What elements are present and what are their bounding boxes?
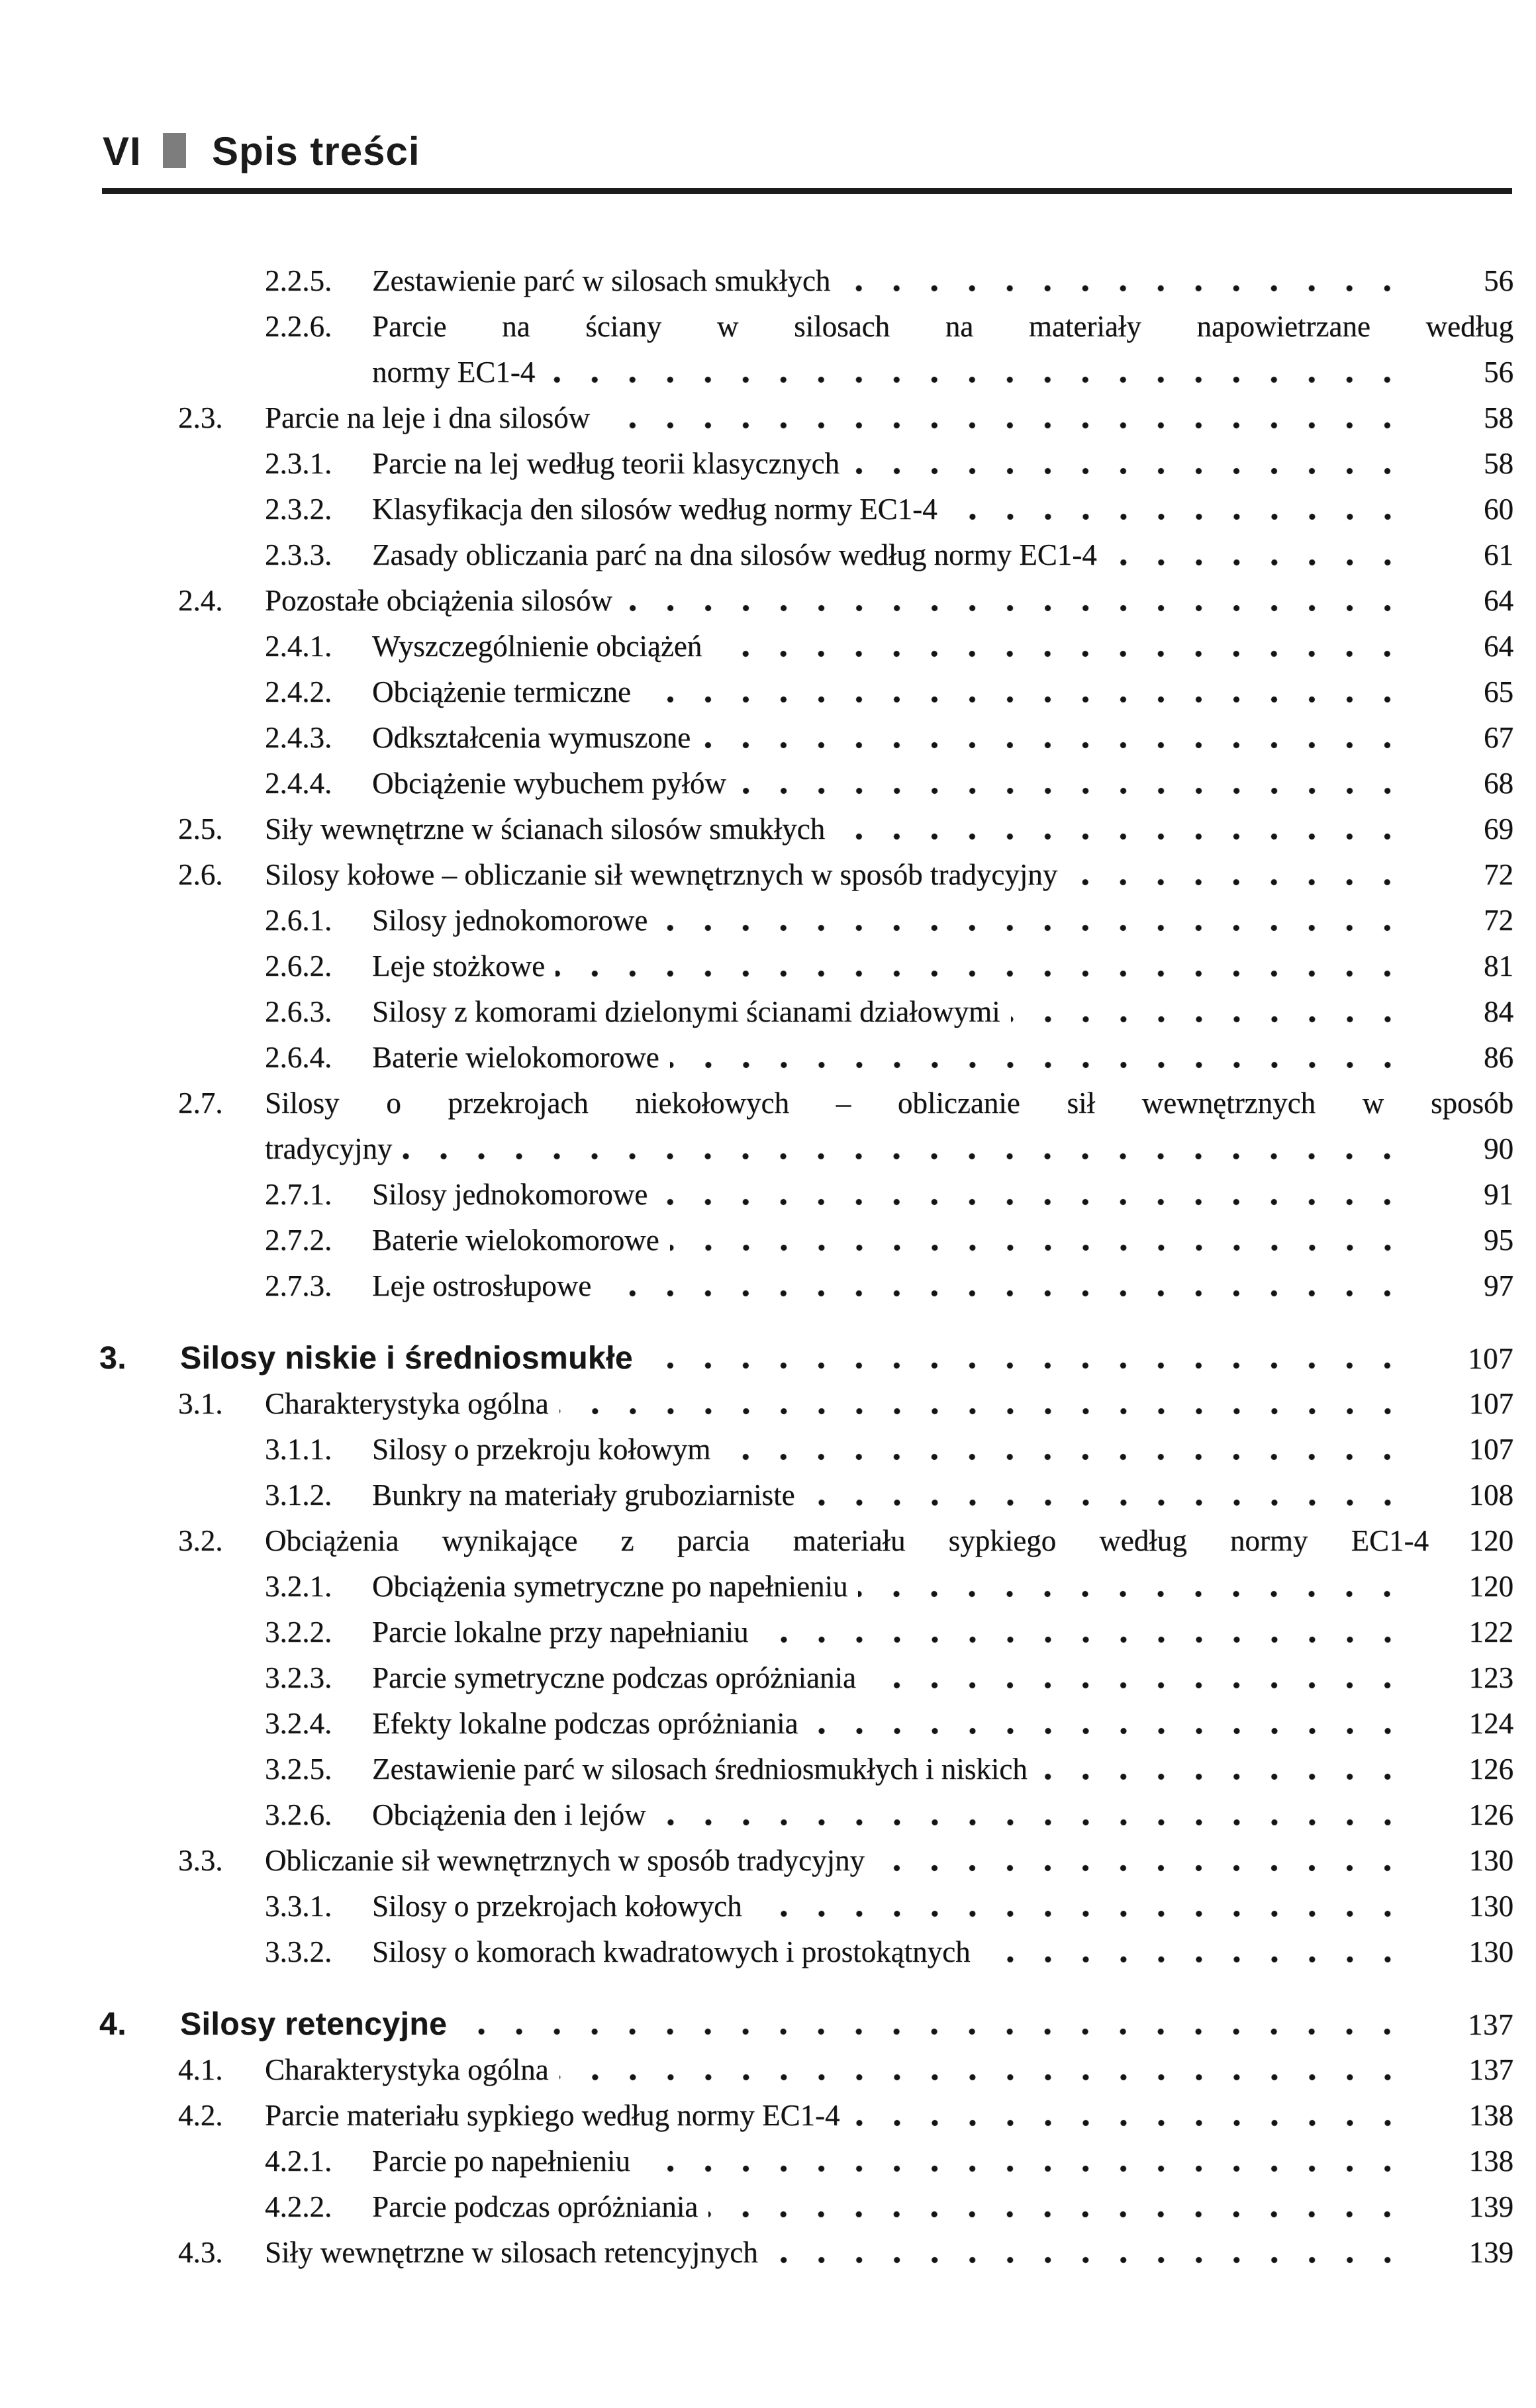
toc-entry-page: 122 <box>1468 1615 1513 1649</box>
toc-list <box>99 258 1513 2276</box>
toc-entry-number: 3.3. <box>178 1844 223 1877</box>
dot-leader <box>948 487 1413 532</box>
toc-entry-page: 123 <box>1468 1661 1513 1694</box>
toc-entry <box>99 1884 1513 1929</box>
toc-entry-page: 138 <box>1468 2144 1513 2178</box>
toc-entry-page: 60 <box>1484 493 1513 526</box>
dot-leader <box>867 1655 1413 1701</box>
toc-entry-page: 120 <box>1468 1570 1513 1603</box>
toc-entry-number: 2.4. <box>178 584 223 617</box>
toc-entry-number: 2.4.1. <box>265 630 332 663</box>
toc-entry-number: 4.2. <box>178 2099 223 2132</box>
dot-leader <box>841 258 1413 304</box>
toc-entry-title: Charakterystyka ogólna <box>265 1387 549 1420</box>
toc-entry-number: 2.6.2. <box>265 949 332 983</box>
toc-entry <box>99 715 1513 761</box>
toc-entry-page: 56 <box>1484 356 1513 389</box>
toc-entry <box>99 943 1513 989</box>
toc-entry <box>99 2184 1513 2230</box>
toc-chapter-entry <box>99 1335 1513 1381</box>
dot-leader <box>981 1929 1413 1975</box>
toc-entry-number: 2.7.3. <box>265 1269 332 1302</box>
toc-entry-title: Klasyfikacja den silosów według normy EC1-4 <box>372 493 937 526</box>
dot-leader <box>851 2093 1413 2139</box>
toc-entry <box>99 304 1513 350</box>
toc-entry-number: 2.4.2. <box>265 675 332 708</box>
toc-entry-number: 2.2.5. <box>265 264 332 297</box>
toc-entry-number: 2.3.3. <box>265 538 332 571</box>
toc-entry <box>99 2093 1513 2139</box>
toc-entry-number: 2.6.1. <box>265 904 332 937</box>
dot-leader <box>753 1884 1413 1929</box>
toc-entry-number: 4.2.2. <box>265 2190 332 2223</box>
dot-leader <box>670 1218 1413 1263</box>
toc-entry <box>99 761 1513 806</box>
dot-leader <box>809 1701 1414 1747</box>
toc-entry-number: 4.1. <box>178 2053 223 2086</box>
toc-entry <box>99 1172 1513 1218</box>
toc-entry-page: 130 <box>1468 1844 1513 1877</box>
toc-chapter-entry <box>99 2001 1513 2047</box>
toc-entry-number: 4.2.1. <box>265 2144 332 2178</box>
toc-entry-page: 84 <box>1484 995 1513 1028</box>
dot-leader <box>1038 1747 1413 1792</box>
header-rule <box>102 188 1512 194</box>
dot-leader <box>658 1172 1413 1218</box>
toc-entry-page: 107 <box>1468 1342 1513 1375</box>
toc-entry-page: 120 <box>1468 1524 1513 1557</box>
toc-entry-title: Silosy jednokomorowe <box>372 904 648 937</box>
toc-entry-title: Parcie po napełnieniu <box>372 2144 630 2178</box>
dot-leader <box>712 624 1413 669</box>
toc-entry <box>99 1701 1513 1747</box>
toc-entry-title: Silosy z komorami dzielonymi ścianami działowymi <box>372 995 1000 1028</box>
toc-entry-page: 108 <box>1468 1478 1513 1512</box>
toc-entry-title: Parcie symetryczne podczas opróżniania <box>372 1661 856 1694</box>
toc-entry <box>99 1035 1513 1081</box>
dot-leader <box>708 2184 1413 2230</box>
toc-entry <box>99 1381 1513 1427</box>
dot-leader <box>546 350 1413 395</box>
toc-entry <box>99 532 1513 578</box>
toc-entry-title: Odkształcenia wymuszone <box>372 721 691 754</box>
toc-entry-number: 2.7.2. <box>265 1224 332 1257</box>
toc-entry-page: 137 <box>1468 2008 1513 2041</box>
toc-entry-title: Pozostałe obciążenia silosów <box>265 584 612 617</box>
toc-entry-title: Siły wewnętrzne w silosach retencyjnych <box>265 2236 758 2269</box>
dot-leader <box>642 669 1413 715</box>
toc-entry-number: 3.3.2. <box>265 1935 332 1968</box>
dot-leader <box>875 1838 1413 1884</box>
toc-entry-title: Silosy jednokomorowe <box>372 1178 648 1211</box>
toc-entry-title: Parcie materiału sypkiego według normy EC1-4 <box>265 2099 840 2132</box>
toc-entry <box>99 1427 1513 1472</box>
dot-leader <box>602 1263 1413 1309</box>
toc-entry-title: Obciążenia den i lejów <box>372 1798 646 1831</box>
toc-entry-page: 64 <box>1484 584 1513 617</box>
toc-entry <box>99 1518 1513 1564</box>
toc-entry-title: Siły wewnętrzne w ścianach silosów smukłych <box>265 812 826 845</box>
toc-entry-number: 3.2. <box>178 1524 223 1557</box>
dot-leader <box>1011 989 1413 1035</box>
toc-entry-page: 130 <box>1468 1890 1513 1923</box>
toc-entry-title: normy EC1-4 <box>372 356 536 389</box>
dot-leader <box>721 1427 1413 1472</box>
toc-entry-number: 2.6.3. <box>265 995 332 1028</box>
dot-leader <box>559 1381 1413 1427</box>
toc-entry <box>99 669 1513 715</box>
toc-entry <box>99 624 1513 669</box>
toc-entry <box>99 898 1513 943</box>
toc-entry <box>99 2230 1513 2276</box>
dot-leader <box>836 806 1413 852</box>
toc-entry-title: Zasady obliczania parć na dna silosów według normy EC1-4 <box>372 538 1097 571</box>
toc-entry-title: Silosy kołowe – obliczanie sił wewnętrznych w sposób tradycyjny <box>265 858 1058 891</box>
toc-entry-page: 107 <box>1468 1433 1513 1466</box>
toc-entry-number: 2.3.1. <box>265 447 332 480</box>
toc-entry-page: 91 <box>1484 1178 1513 1211</box>
toc-entry-page: 67 <box>1484 721 1513 754</box>
toc-entry-title: tradycyjny <box>265 1132 393 1165</box>
toc-entry-page: 139 <box>1468 2190 1513 2223</box>
toc-entry-page: 58 <box>1484 401 1513 434</box>
toc-entry-title: Silosy niskie i średniosmukłe <box>180 1341 634 1376</box>
toc-entry-number: 3.2.2. <box>265 1615 332 1649</box>
toc-entry <box>99 1472 1513 1518</box>
dot-leader <box>806 1472 1413 1518</box>
toc-entry-number: 2.3. <box>178 401 223 434</box>
toc-entry-page: 65 <box>1484 675 1513 708</box>
toc-entry-number: 2.7.1. <box>265 1178 332 1211</box>
toc-entry-title: Parcie podczas opróżniania <box>372 2190 698 2223</box>
toc-entry <box>99 1263 1513 1309</box>
toc-entry <box>99 1126 1513 1172</box>
dot-leader <box>769 2230 1413 2276</box>
toc-entry-number: 3.1.2. <box>265 1478 332 1512</box>
toc-entry-title: Zestawienie parć w silosach smukłych <box>372 264 831 297</box>
toc-entry-page: 69 <box>1484 812 1513 845</box>
toc-entry-page: 81 <box>1484 949 1513 983</box>
toc-entry-number: 3.2.6. <box>265 1798 332 1831</box>
toc-entry-page: 68 <box>1484 767 1513 800</box>
toc-entry-number: 3.2.3. <box>265 1661 332 1694</box>
toc-entry-title: Obciążenie wybuchem pyłów <box>372 767 726 800</box>
toc-entry-title: Zestawienie parć w silosach średniosmukłych i niskich <box>372 1753 1028 1786</box>
dot-leader <box>600 395 1413 441</box>
toc-entry <box>99 2047 1513 2093</box>
toc-entry-title: Bunkry na materiały gruboziarniste <box>372 1478 795 1512</box>
toc-entry-number: 2.4.4. <box>265 767 332 800</box>
page-number-label: VI <box>103 129 142 173</box>
toc-entry <box>99 350 1513 395</box>
toc-entry <box>99 989 1513 1035</box>
dot-leader <box>555 943 1413 989</box>
toc-entry-title: Parcie lokalne przy napełnianiu <box>372 1615 749 1649</box>
toc-entry-page: 86 <box>1484 1041 1513 1074</box>
toc-entry-page: 139 <box>1468 2236 1513 2269</box>
toc-entry-page: 124 <box>1468 1707 1513 1740</box>
dot-leader <box>658 898 1413 943</box>
dot-leader <box>623 578 1413 624</box>
toc-entry-title: Parcie na lej według teorii klasycznych <box>372 447 840 480</box>
toc-entry-title: Obciążenia wynikające z parcia materiału sypkiego według normy EC1-4 <box>265 1524 1429 1557</box>
toc-entry <box>99 1655 1513 1701</box>
dot-leader <box>403 1126 1413 1172</box>
toc-entry-page: 56 <box>1484 264 1513 297</box>
toc-entry-page: 64 <box>1484 630 1513 663</box>
toc-entry-title: Efekty lokalne podczas opróżniania <box>372 1707 798 1740</box>
toc-entry-page: 126 <box>1468 1798 1513 1831</box>
toc-entry-page: 97 <box>1484 1269 1513 1302</box>
toc-entry-number: 3.2.1. <box>265 1570 332 1603</box>
toc-entry-number: 2.4.3. <box>265 721 332 754</box>
toc-entry-title: Silosy o przekrojach kołowych <box>372 1890 742 1923</box>
toc-entry-number: 2.3.2. <box>265 493 332 526</box>
toc-entry-page: 138 <box>1468 2099 1513 2132</box>
toc-entry-page: 72 <box>1484 858 1513 891</box>
toc-entry-page: 137 <box>1468 2053 1513 2086</box>
header-square-marker <box>163 133 186 168</box>
toc-entry <box>99 1564 1513 1610</box>
toc-entry-title: Parcie na leje i dna silosów <box>265 401 591 434</box>
toc-entry-title: Obciążenie termiczne <box>372 675 632 708</box>
dot-leader <box>737 761 1413 806</box>
toc-entry-title: Parcie na ściany w silosach na materiały napowietrzane według <box>372 310 1513 343</box>
toc-entry-number: 3.3.1. <box>265 1890 332 1923</box>
dot-leader <box>1068 852 1413 898</box>
toc-entry-page: 72 <box>1484 904 1513 937</box>
toc-entry <box>99 852 1513 898</box>
toc-entry-number: 4.3. <box>178 2236 223 2269</box>
toc-entry-page: 107 <box>1468 1387 1513 1420</box>
toc-entry-page: 130 <box>1468 1935 1513 1968</box>
toc-entry-number: 2.2.6. <box>265 310 332 343</box>
toc-entry-number: 2.5. <box>178 812 223 845</box>
toc-entry-title: Baterie wielokomorowe <box>372 1041 659 1074</box>
toc-entry <box>99 441 1513 487</box>
toc-entry-title: Leje stożkowe <box>372 949 546 983</box>
toc-entry-page: 126 <box>1468 1753 1513 1786</box>
toc-entry-page: 61 <box>1484 538 1513 571</box>
toc-entry <box>99 2139 1513 2184</box>
dot-leader <box>644 1335 1413 1381</box>
toc-entry <box>99 487 1513 532</box>
toc-entry <box>99 1792 1513 1838</box>
dot-leader <box>670 1035 1413 1081</box>
toc-entry-page: 58 <box>1484 447 1513 480</box>
dot-leader <box>759 1610 1413 1655</box>
toc-entry <box>99 1218 1513 1263</box>
toc-entry-number: 2.6.4. <box>265 1041 332 1074</box>
dot-leader <box>1108 532 1413 578</box>
dot-leader <box>657 1792 1413 1838</box>
toc-entry <box>99 395 1513 441</box>
toc-entry-number: 4. <box>99 2007 127 2042</box>
toc-entry-title: Silosy retencyjne <box>180 2007 448 2042</box>
dot-leader <box>641 2139 1413 2184</box>
toc-entry <box>99 258 1513 304</box>
toc-entry-title: Obciążenia symetryczne po napełnieniu <box>372 1570 848 1603</box>
toc-entry <box>99 806 1513 852</box>
toc-entry <box>99 1610 1513 1655</box>
toc-entry-title: Charakterystyka ogólna <box>265 2053 549 2086</box>
toc-entry-title: Baterie wielokomorowe <box>372 1224 659 1257</box>
toc-entry <box>99 1838 1513 1884</box>
toc-entry-title: Obliczanie sił wewnętrznych w sposób tradycyjny <box>265 1844 865 1877</box>
dot-leader <box>858 1564 1413 1610</box>
dot-leader <box>457 2001 1413 2047</box>
toc-entry-page: 90 <box>1484 1132 1513 1165</box>
page-title: Spis treści <box>212 129 420 173</box>
toc-entry <box>99 1747 1513 1792</box>
toc-entry-number: 3. <box>99 1341 127 1376</box>
dot-leader <box>701 715 1413 761</box>
toc-entry-number: 2.7. <box>178 1086 223 1120</box>
toc-entry-title: Silosy o komorach kwadratowych i prostokątnych <box>372 1935 971 1968</box>
toc-entry-page: 95 <box>1484 1224 1513 1257</box>
toc-entry-number: 2.6. <box>178 858 223 891</box>
toc-entry-number: 3.1. <box>178 1387 223 1420</box>
toc-entry-number: 3.2.4. <box>265 1707 332 1740</box>
toc-entry-title: Silosy o przekroju kołowym <box>372 1433 711 1466</box>
toc-entry <box>99 1081 1513 1126</box>
toc-entry-number: 3.2.5. <box>265 1753 332 1786</box>
dot-leader <box>559 2047 1413 2093</box>
toc-entry-title: Wyszczególnienie obciążeń <box>372 630 702 663</box>
toc-entry-number: 3.1.1. <box>265 1433 332 1466</box>
toc-entry <box>99 1929 1513 1975</box>
dot-leader <box>850 441 1413 487</box>
toc-entry-title: Leje ostrosłupowe <box>372 1269 592 1302</box>
toc-entry <box>99 578 1513 624</box>
toc-entry-title: Silosy o przekrojach niekołowych – obliczanie sił wewnętrznych w sposób <box>265 1086 1513 1120</box>
